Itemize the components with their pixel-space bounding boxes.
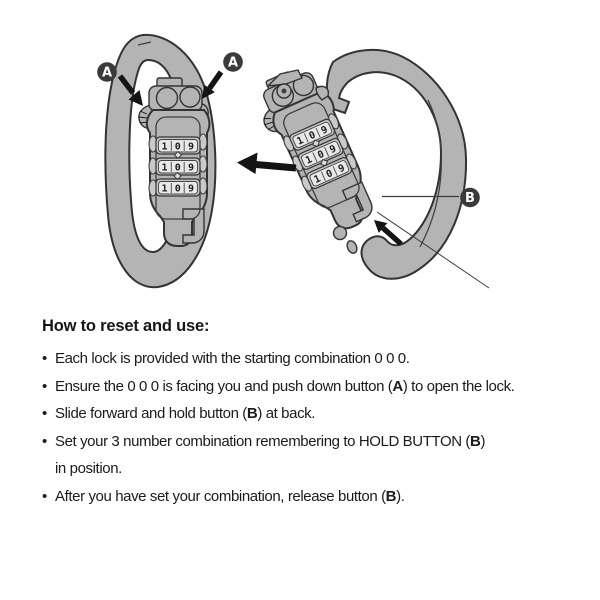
instruction-bullet-5 [42, 483, 590, 511]
bullet-marker: • [42, 377, 47, 395]
badge-b [460, 188, 480, 208]
gate-hinge-pin-center [282, 89, 287, 94]
lock-body-front [139, 78, 210, 246]
instruction-text: Slide forward and hold button (B) at back. [55, 405, 316, 423]
instruction-bullet-3 [42, 400, 590, 428]
bullet-marker: • [42, 432, 47, 450]
diagram-svg: 1 0 9 1 0 9 1 0 9 A A B [0, 0, 600, 310]
badge-a-left [97, 62, 117, 82]
badge-b-letter: B [465, 191, 475, 207]
instruction-text: Set your 3 number combination remembering to HOLD BUTTON (B) in position. [55, 432, 486, 478]
instructions-section [42, 317, 590, 511]
instruction-bullet-2 [42, 373, 590, 401]
bullet-marker: • [42, 487, 47, 505]
badge-a-right [223, 52, 243, 72]
instructions-heading: How to reset and use: [42, 317, 210, 335]
slide-direction-arrow-icon [237, 153, 296, 175]
gate-pivot [334, 227, 347, 240]
badge-a-right-letter: A [227, 55, 239, 71]
arrow-a-right-icon [202, 72, 221, 99]
bullet-marker: • [42, 405, 47, 423]
instruction-text: Ensure the 0 0 0 is facing you and push down button (A) to open the lock. [55, 377, 515, 395]
instruction-bullet-1 [42, 345, 590, 373]
instruction-text: After you have set your combination, release button (B). [55, 487, 405, 505]
instruction-text: Each lock is provided with the starting combination 0 0 0. [55, 350, 410, 367]
carabiner-closed-view [105, 35, 215, 287]
badge-a-left-letter: A [101, 65, 113, 81]
instruction-bullet-4 [42, 428, 590, 483]
gate-pivot-oval [345, 239, 359, 255]
bullet-marker: • [42, 350, 47, 367]
